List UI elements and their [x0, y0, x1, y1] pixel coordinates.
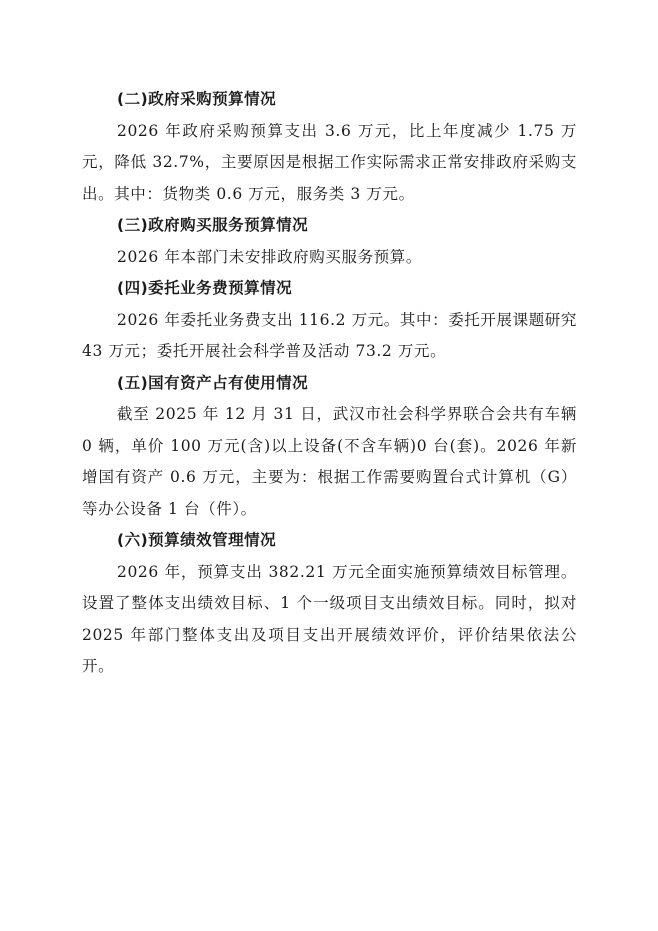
section-paragraph: 2026 年，预算支出 382.21 万元全面实施预算绩效目标管理。设置了整体支出绩效目标、1 个一级项目支出绩效目标。同时，拟对 2025 年部门整体支出及项目支出开展绩效评价，评价结果依法公开。	[82, 562, 577, 675]
section-heading: (二)政府采购预算情况	[117, 90, 277, 108]
document-body	[82, 84, 577, 683]
section-state-owned-assets	[82, 368, 577, 526]
section-performance-management	[82, 525, 577, 683]
section-heading: (三)政府购买服务预算情况	[117, 216, 309, 234]
section-paragraph: 截至 2025 年 12 月 31 日，武汉市社会科学界联合会共有车辆 0 辆，单价 100 万元(含)以上设备(不含车辆)0 台(套)。2026 年新增国有资产 0.6 万元，主要为：根据工作需要购置台式计算机（G）等办公设备 1 台（件）。	[82, 405, 577, 518]
section-government-purchase-services	[82, 210, 577, 273]
section-commissioned-business-fees	[82, 273, 577, 368]
section-heading: (六)预算绩效管理情况	[117, 531, 277, 549]
section-government-procurement	[82, 84, 577, 210]
section-heading: (四)委托业务费预算情况	[117, 279, 293, 297]
section-paragraph: 2026 年政府采购预算支出 3.6 万元，比上年度减少 1.75 万元，降低 32.7%，主要原因是根据工作实际需求正常安排政府采购支出。其中：货物类 0.6 万元，服务类 3 万元。	[82, 121, 577, 203]
section-paragraph: 2026 年本部门未安排政府购买服务预算。	[117, 247, 422, 266]
section-heading: (五)国有资产占有使用情况	[117, 373, 309, 392]
section-paragraph: 2026 年委托业务费支出 116.2 万元。其中：委托开展课题研究 43 万元；委托开展社会科学普及活动 73.2 万元。	[82, 310, 578, 360]
